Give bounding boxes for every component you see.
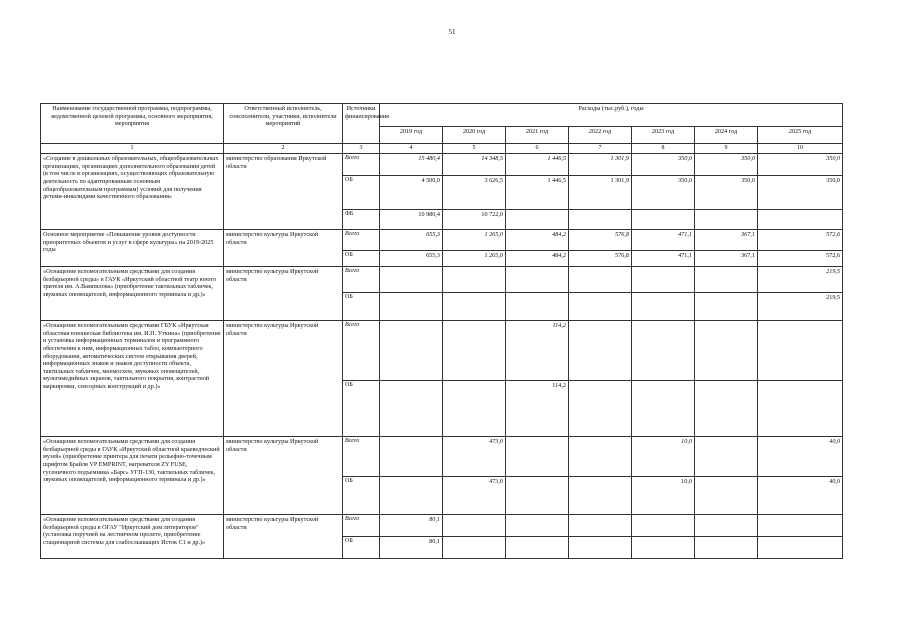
expense-value xyxy=(443,267,506,293)
header-year: 2025 год xyxy=(758,127,843,144)
header-name: Наименование государственной программы, подпрограммы, ведомственной целевой программы, основного мероприятия, мероприятия xyxy=(41,104,224,144)
expense-value xyxy=(506,477,569,515)
measure-name: «Оснащение вспомогательными средствами для создания безбарьерной среды в ОГАУ "Иркутский дом литераторов" (установка поручней на лестничном пролете, приобретение стационарной системы для слабослышащих Исток С1 и др.)» xyxy=(41,515,224,559)
measure-name: «Оснащение вспомогательными средствами для создания безбарьерной среды в ГАУК «Иркутский областной краеведческий музей» (приобретение принтера для печати рельефно-точечным шрифтом Брайля VP EMPRINT, нагревателя ZY FUSE, гусеничного подъемника «Барс» УГП-130, тактильных табличек, звуковых оповещателей, информационного терминала и др.)» xyxy=(41,437,224,515)
expense-value xyxy=(695,515,758,537)
header-year: 2024 год xyxy=(695,127,758,144)
expense-value xyxy=(758,537,843,559)
expense-value xyxy=(695,210,758,230)
funding-source: Всего xyxy=(343,515,380,537)
expense-value xyxy=(506,537,569,559)
expense-value xyxy=(380,267,443,293)
expense-value: 1 301,9 xyxy=(569,176,632,210)
expense-value: 10,0 xyxy=(632,437,695,477)
expense-value: 1 446,5 xyxy=(506,176,569,210)
expense-value: 576,8 xyxy=(569,251,632,267)
expense-value xyxy=(569,437,632,477)
expense-value: 80,1 xyxy=(380,537,443,559)
header-responsible: Ответственный исполнитель, соисполнители, участники, исполнители мероприятий xyxy=(224,104,343,144)
column-number: 5 xyxy=(443,144,506,154)
expense-value xyxy=(569,293,632,321)
expense-value: 471,1 xyxy=(632,251,695,267)
expense-value: 15 480,4 xyxy=(380,154,443,176)
expense-value: 3 626,5 xyxy=(443,176,506,210)
expenses-table xyxy=(40,103,843,559)
table-row xyxy=(41,515,843,537)
expense-value: 40,0 xyxy=(758,477,843,515)
expense-value: 350,0 xyxy=(758,176,843,210)
funding-source: Всего xyxy=(343,154,380,176)
expense-value: 114,2 xyxy=(506,321,569,381)
expense-value: 484,2 xyxy=(506,251,569,267)
expense-value xyxy=(506,437,569,477)
expense-value xyxy=(380,381,443,437)
expense-value xyxy=(443,381,506,437)
header-year: 2021 год xyxy=(506,127,569,144)
expense-value: 576,8 xyxy=(569,230,632,251)
column-number: 3 xyxy=(343,144,380,154)
expense-value xyxy=(632,515,695,537)
expense-value: 572,6 xyxy=(758,251,843,267)
expense-value xyxy=(695,293,758,321)
funding-source: ОБ xyxy=(343,537,380,559)
header-source: Источники финансирования xyxy=(343,104,380,144)
expense-value: 10 980,4 xyxy=(380,210,443,230)
measure-name: «Создание в дошкольных образовательных, общеобразовательных организациях, организациях дополнительного образования детей (в том числе в организациях, осуществляющих образовательную деятельность по адаптированным основным общеобразовательным программам) условий для получения детьми-инвалидами качественного образования» xyxy=(41,154,224,230)
expense-value: 484,2 xyxy=(506,230,569,251)
column-number: 7 xyxy=(569,144,632,154)
expense-value xyxy=(632,267,695,293)
funding-source: ОБ xyxy=(343,293,380,321)
expense-value xyxy=(443,293,506,321)
table-row xyxy=(41,154,843,176)
expense-value: 4 500,0 xyxy=(380,176,443,210)
expense-value xyxy=(506,515,569,537)
expense-value: 14 348,5 xyxy=(443,154,506,176)
expense-value xyxy=(632,210,695,230)
expense-value xyxy=(569,210,632,230)
expense-value: 80,1 xyxy=(380,515,443,537)
expense-value xyxy=(569,267,632,293)
expense-value xyxy=(758,515,843,537)
expense-value: 572,6 xyxy=(758,230,843,251)
expense-value: 350,0 xyxy=(758,154,843,176)
expense-value xyxy=(632,537,695,559)
column-number: 1 xyxy=(41,144,224,154)
expense-value: 367,1 xyxy=(695,251,758,267)
expense-value: 473,0 xyxy=(443,477,506,515)
funding-source: Всего xyxy=(343,321,380,381)
table-row xyxy=(41,321,843,381)
measure-name: «Оснащение вспомогательными средствами для создания безбарьерной среды» в ГАУК «Иркутский областной театр юного зрителя им. А.Вампилова» (приобретение тактильных табличек, звуковых оповещателей, информационного терминала и др.)» xyxy=(41,267,224,321)
expense-value: 350,0 xyxy=(695,176,758,210)
header-expenses: Расходы (тыс.руб.), годы xyxy=(380,104,843,127)
expense-value: 655,3 xyxy=(380,251,443,267)
expense-value xyxy=(758,210,843,230)
expense-value xyxy=(569,477,632,515)
expense-value: 473,0 xyxy=(443,437,506,477)
expense-value: 1 446,5 xyxy=(506,154,569,176)
expense-value xyxy=(632,321,695,381)
expense-value: 1 265,0 xyxy=(443,230,506,251)
table-row xyxy=(41,437,843,477)
column-number: 6 xyxy=(506,144,569,154)
expense-value xyxy=(569,321,632,381)
funding-source: ОБ xyxy=(343,477,380,515)
expense-value xyxy=(380,321,443,381)
expense-value xyxy=(758,321,843,381)
table-row xyxy=(41,267,843,293)
expense-value: 219,5 xyxy=(758,267,843,293)
expense-value xyxy=(695,437,758,477)
expense-value xyxy=(632,293,695,321)
expense-value: 1 301,9 xyxy=(569,154,632,176)
funding-source: Всего xyxy=(343,230,380,251)
expense-value xyxy=(380,437,443,477)
expense-value: 367,1 xyxy=(695,230,758,251)
expense-value xyxy=(569,537,632,559)
funding-source: Всего xyxy=(343,267,380,293)
expense-value xyxy=(695,537,758,559)
funding-source: ОБ xyxy=(343,176,380,210)
expense-value: 1 265,0 xyxy=(443,251,506,267)
column-number: 10 xyxy=(758,144,843,154)
funding-source: ФБ xyxy=(343,210,380,230)
measure-name: Основное мероприятие «Повышение уровня доступности приоритетных объектов и услуг в сфере культуры» на 2019-2025 годы xyxy=(41,230,224,267)
responsible-executor: министерство образования Иркутской области xyxy=(224,154,343,230)
expense-value: 350,0 xyxy=(695,154,758,176)
expense-value xyxy=(380,293,443,321)
responsible-executor: министерство культуры Иркутской области xyxy=(224,515,343,559)
expense-value xyxy=(506,267,569,293)
expense-value: 471,1 xyxy=(632,230,695,251)
column-number: 4 xyxy=(380,144,443,154)
expense-value: 655,3 xyxy=(380,230,443,251)
funding-source: ОБ xyxy=(343,381,380,437)
column-number: 9 xyxy=(695,144,758,154)
expense-value: 40,0 xyxy=(758,437,843,477)
expense-value xyxy=(695,267,758,293)
expense-value xyxy=(380,477,443,515)
expense-value xyxy=(695,321,758,381)
column-number: 8 xyxy=(632,144,695,154)
expense-value xyxy=(506,210,569,230)
expense-value: 10 722,0 xyxy=(443,210,506,230)
funding-source: Всего xyxy=(343,437,380,477)
page-number: 51 xyxy=(448,28,456,36)
expense-value: 10,0 xyxy=(632,477,695,515)
expense-value xyxy=(443,515,506,537)
expense-value xyxy=(569,515,632,537)
expense-value: 350,0 xyxy=(632,176,695,210)
expense-value xyxy=(758,381,843,437)
responsible-executor: министерство культуры Иркутской области xyxy=(224,230,343,267)
expense-value xyxy=(506,293,569,321)
funding-source: ОБ xyxy=(343,251,380,267)
header-year: 2020 год xyxy=(443,127,506,144)
responsible-executor: министерство культуры Иркутской области xyxy=(224,437,343,515)
expense-value xyxy=(695,477,758,515)
expense-value xyxy=(443,537,506,559)
expense-value xyxy=(569,381,632,437)
responsible-executor: министерство культуры Иркутской области xyxy=(224,267,343,321)
expense-value xyxy=(632,381,695,437)
table-row xyxy=(41,230,843,251)
header-year: 2019 год xyxy=(380,127,443,144)
expense-value: 219,5 xyxy=(758,293,843,321)
header-year: 2022 год xyxy=(569,127,632,144)
expense-value: 350,0 xyxy=(632,154,695,176)
column-number: 2 xyxy=(224,144,343,154)
expense-value xyxy=(443,321,506,381)
expense-value xyxy=(695,381,758,437)
expense-value: 114,2 xyxy=(506,381,569,437)
header-year: 2023 год xyxy=(632,127,695,144)
responsible-executor: министерство культуры Иркутской области xyxy=(224,321,343,437)
measure-name: «Оснащение вспомогательными средствами ГБУК «Иркутская областная юношеская библиотека им. И.П. Уткина» (приобретение и установка информационных терминалов и программного обеспечения к ним, информационных табло, компьютерного оборудования, автоматических систем открывания дверей, информационных знаков и знаков доступности объекта, тактильных табличек, мнемосхем, звуковых оповещателей, мультимедийных экранов, тактильного покрытия, контрастной маркировки, сенсорных конструкций и др.)» xyxy=(41,321,224,437)
